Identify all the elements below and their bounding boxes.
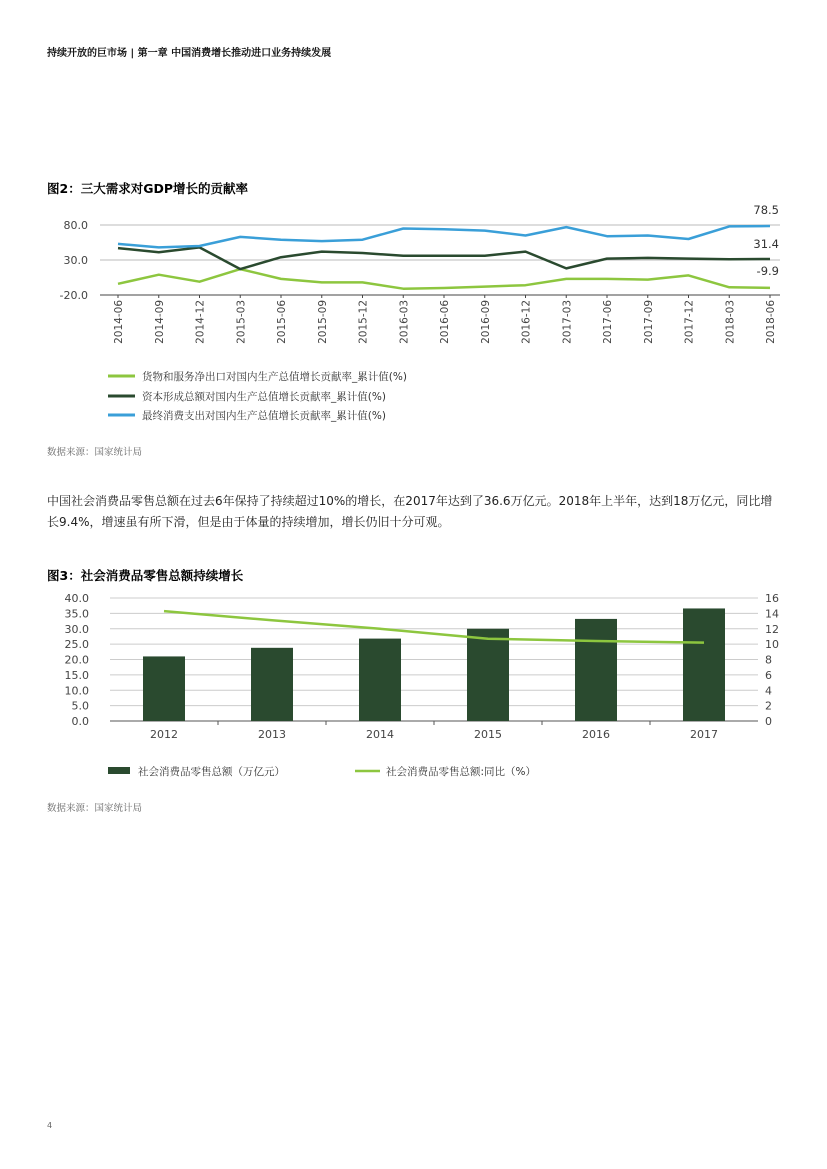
bar [575, 619, 617, 721]
x-tick-label: 2012 [150, 728, 178, 741]
x-tick-label: 2014 [366, 728, 394, 741]
y-tick-label-right: 2 [765, 699, 772, 713]
series-line [164, 611, 704, 643]
y-tick-label-right: 16 [765, 592, 779, 605]
y-tick-label: 80.0 [63, 219, 88, 232]
x-tick-label: 2014-06 [113, 300, 125, 344]
figure-2-title: 图2：三大需求对GDP增长的贡献率 [47, 181, 248, 196]
y-tick-label-right: 14 [765, 607, 779, 621]
bar [143, 656, 185, 721]
y-tick-label-right: 4 [765, 684, 772, 698]
y-tick-label-left: 30.0 [64, 622, 89, 636]
legend-swatch [108, 767, 130, 774]
x-tick-label: 2015-09 [316, 300, 329, 344]
y-tick-label-right: 0 [765, 715, 772, 728]
y-tick-label: -20.0 [59, 289, 88, 302]
x-tick-label: 2017-03 [561, 300, 574, 344]
x-tick-label: 2016-06 [439, 300, 451, 344]
x-tick-label: 2013 [258, 728, 286, 741]
legend-label: 货物和服务净出口对国内生产总值增长贡献率_累计值(%) [142, 371, 407, 383]
y-tick-label-left: 40.0 [64, 592, 89, 605]
x-tick-label: 2015-06 [276, 300, 288, 344]
x-tick-label: 2014-12 [194, 300, 207, 344]
legend-label: 社会消费品零售总额:同比（%） [386, 766, 537, 778]
x-tick-label: 2016 [582, 728, 610, 741]
y-tick-label-left: 20.0 [64, 653, 89, 667]
body-paragraph: 中国社会消费品零售总额在过去6年保持了持续超过10%的增长，在2017年达到了36.6万亿元。2018年上半年，达到18万亿元，同比增长9.4%，增速虽有所下滑，但是由于体量的持续增加，增长仍旧十分可观。 [47, 494, 773, 529]
x-tick-label: 2018-03 [724, 300, 737, 344]
series-line [118, 269, 770, 289]
figure-3-title: 图3：社会消费品零售总额持续增长 [47, 568, 244, 583]
y-tick-label-right: 6 [765, 668, 772, 682]
x-tick-label: 2016-09 [479, 300, 492, 344]
x-tick-label: 2017-06 [602, 300, 614, 344]
y-tick-label-left: 0.0 [71, 715, 89, 728]
x-tick-label: 2017-09 [642, 300, 655, 344]
x-tick-label: 2017-12 [683, 300, 696, 344]
retail-sales-bar-chart [0, 588, 827, 793]
series-line [118, 247, 770, 269]
x-tick-label: 2016-12 [520, 300, 533, 344]
x-tick-label: 2016-03 [398, 300, 411, 344]
figure-3-source: 数据来源：国家统计局 [47, 803, 143, 814]
y-tick-label-left: 5.0 [71, 699, 89, 713]
y-tick-label-right: 10 [765, 638, 779, 652]
contribution-line-chart [0, 200, 827, 440]
x-tick-label: 2017 [690, 728, 718, 741]
y-tick-label-right: 8 [765, 653, 772, 667]
legend-label: 资本形成总额对国内生产总值增长贡献率_累计值(%) [142, 391, 386, 403]
bar [359, 639, 401, 721]
series-line [118, 226, 770, 247]
end-value-label: 31.4 [753, 237, 779, 251]
page-number: 4 [47, 1121, 53, 1130]
x-tick-label: 2015-03 [235, 300, 248, 344]
end-value-label: -9.9 [756, 264, 779, 278]
x-tick-label: 2018-06 [765, 300, 777, 344]
bar [683, 608, 725, 721]
x-tick-label: 2015-12 [357, 300, 370, 344]
figure-2-source: 数据来源：国家统计局 [47, 447, 143, 458]
y-tick-label: 30.0 [63, 254, 88, 267]
y-tick-label-left: 25.0 [64, 638, 89, 652]
bar [467, 629, 509, 721]
x-tick-label: 2015 [474, 728, 502, 741]
page-header: 持续开放的巨市场 | 第一章 中国消费增长推动进口业务持续发展 [47, 48, 332, 59]
end-value-label: 78.5 [753, 203, 779, 217]
y-tick-label-left: 35.0 [64, 607, 89, 621]
legend-label: 最终消费支出对国内生产总值增长贡献率_累计值(%) [142, 410, 386, 422]
x-tick-label: 2014-09 [153, 300, 166, 344]
y-tick-label-right: 12 [765, 622, 779, 636]
y-tick-label-left: 15.0 [64, 668, 89, 682]
y-tick-label-left: 10.0 [64, 684, 89, 698]
bar [251, 648, 293, 721]
legend-label: 社会消费品零售总额（万亿元） [138, 766, 285, 778]
